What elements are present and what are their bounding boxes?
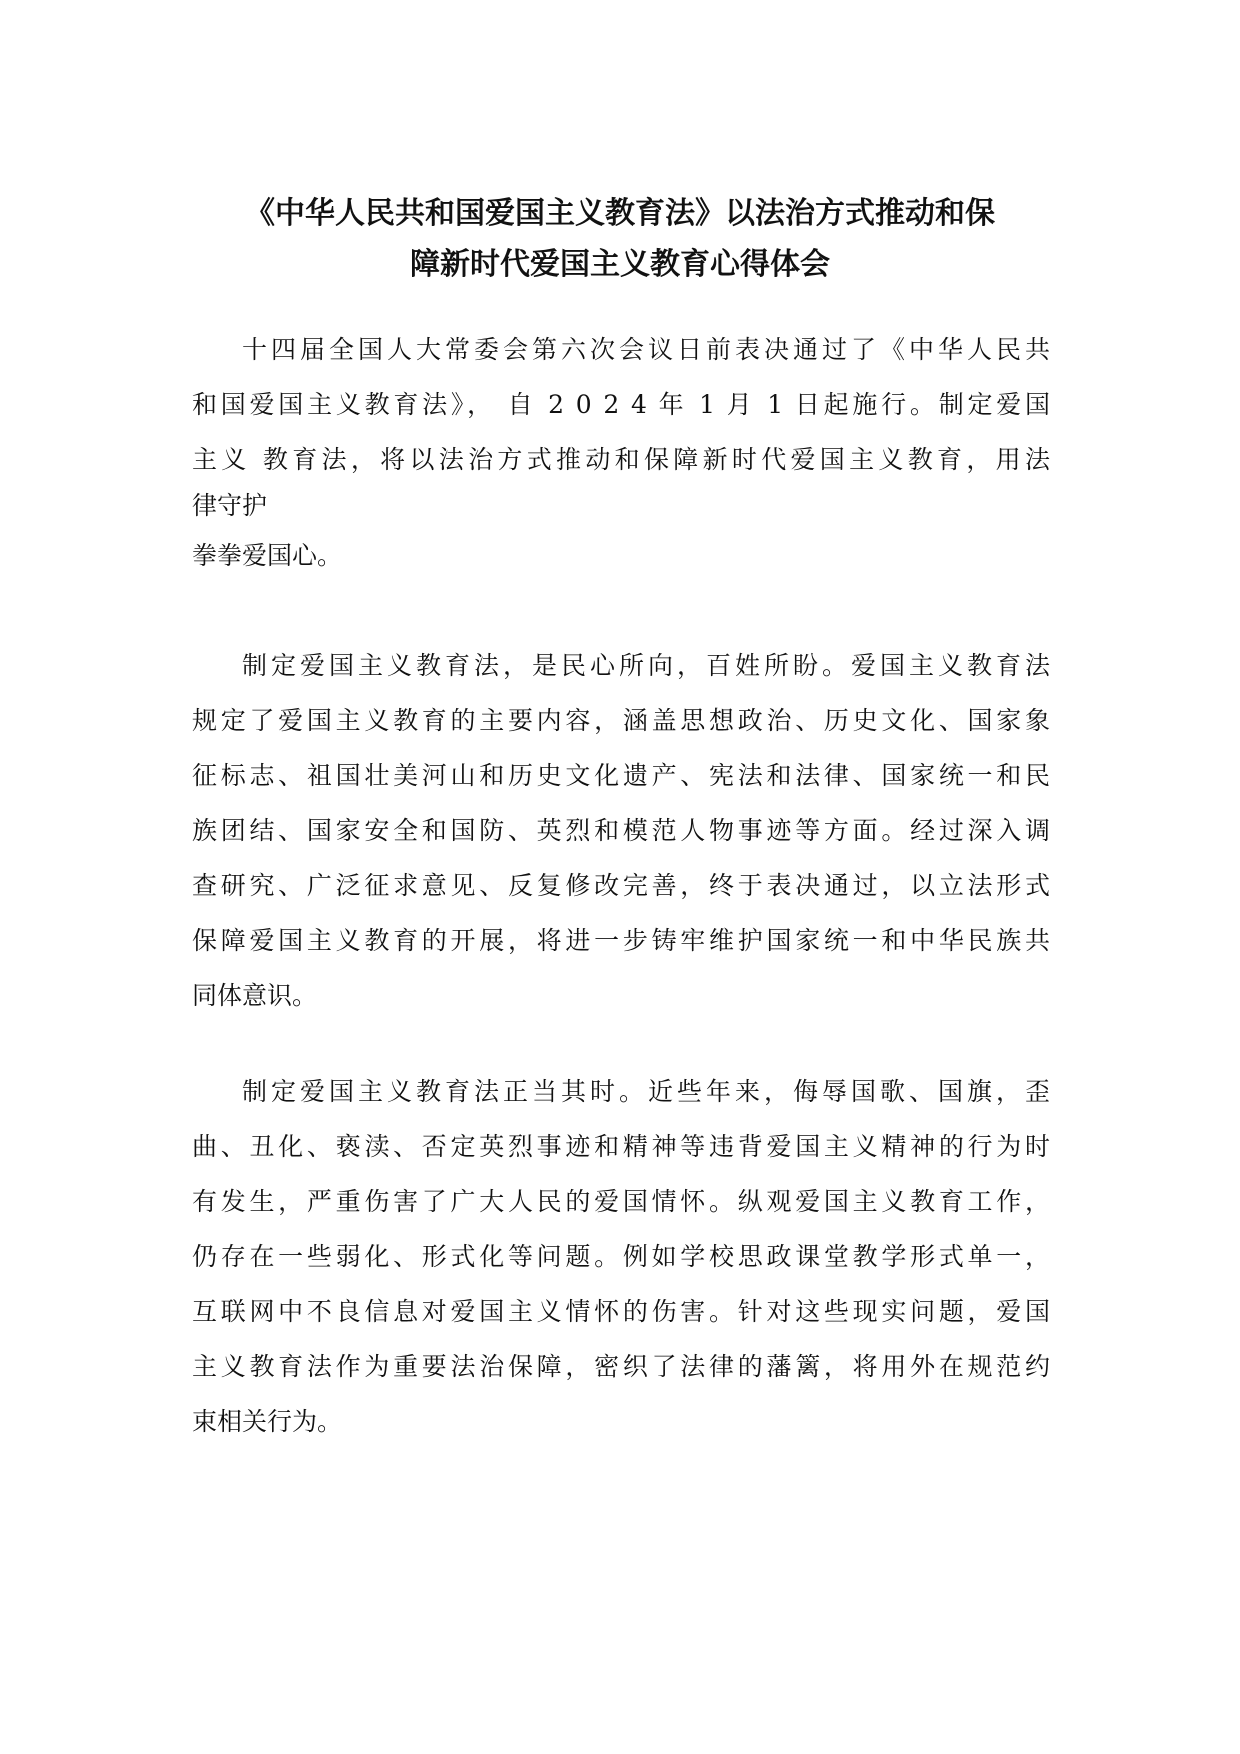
title-line-1: 《中华人民共和国爱国主义教育法》以法治方式推动和保	[245, 196, 995, 231]
paragraph-2-line-4: 族团结、国家安全和国防、英烈和模范人物事迹等方面。经过深入调	[192, 816, 1050, 845]
paragraph-2-line-1: 制定爱国主义教育法，是民心所向，百姓所盼。爱国主义教育法	[242, 651, 1050, 680]
paragraph-3-line-7: 束相关行为。	[192, 1407, 343, 1436]
paragraph-3-line-5: 互联网中不良信息对爱国主义情怀的伤害。针对这些现实问题，爱国	[192, 1297, 1050, 1326]
paragraph-2-line-3: 征标志、祖国壮美河山和历史文化遗产、宪法和法律、国家统一和民	[192, 761, 1050, 790]
paragraph-2-line-7: 同体意识。	[192, 981, 318, 1010]
paragraph-2-line-5: 查研究、广泛征求意见、反复修改完善，终于表决通过，以立法形式	[192, 871, 1050, 900]
paragraph-1-line-3: 主义 教育法，将以法治方式推动和保障新时代爱国主义教育，用法	[192, 445, 1050, 474]
paragraph-2-line-2: 规定了爱国主义教育的主要内容，涵盖思想政治、历史文化、国家象	[192, 706, 1050, 735]
paragraph-3-line-3: 有发生，严重伤害了广大人民的爱国情怀。纵观爱国主义教育工作，	[192, 1187, 1050, 1216]
document-title	[180, 188, 1060, 290]
paragraph-1-line-1: 十四届全国人大常委会第六次会议日前表决通过了《中华人民共	[242, 335, 1050, 364]
paragraph-3-line-2: 曲、丑化、亵渎、否定英烈事迹和精神等违背爱国主义精神的行为时	[192, 1132, 1050, 1161]
paragraph-1-line-4: 律守护	[192, 491, 268, 520]
title-line-2: 障新时代爱国主义教育心得体会	[410, 247, 830, 282]
paragraph-1-line-5: 拳拳爱国心。	[192, 541, 343, 570]
paragraph-1	[192, 322, 1050, 587]
paragraph-2	[192, 638, 1050, 1023]
paragraph-3-line-1: 制定爱国主义教育法正当其时。近些年来，侮辱国歌、国旗，歪	[242, 1077, 1050, 1106]
paragraph-3	[192, 1064, 1050, 1449]
paragraph-3-line-6: 主义教育法作为重要法治保障，密织了法律的藩篱，将用外在规范约	[192, 1352, 1050, 1381]
paragraph-1-line-2: 和国爱国主义教育法》， 自 2 0 2 4 年 1 月 1 日起施行。制定爱国	[192, 390, 1050, 419]
paragraph-3-line-4: 仍存在一些弱化、形式化等问题。例如学校思政课堂教学形式单一，	[192, 1242, 1050, 1271]
paragraph-2-line-6: 保障爱国主义教育的开展，将进一步铸牢维护国家统一和中华民族共	[192, 926, 1050, 955]
